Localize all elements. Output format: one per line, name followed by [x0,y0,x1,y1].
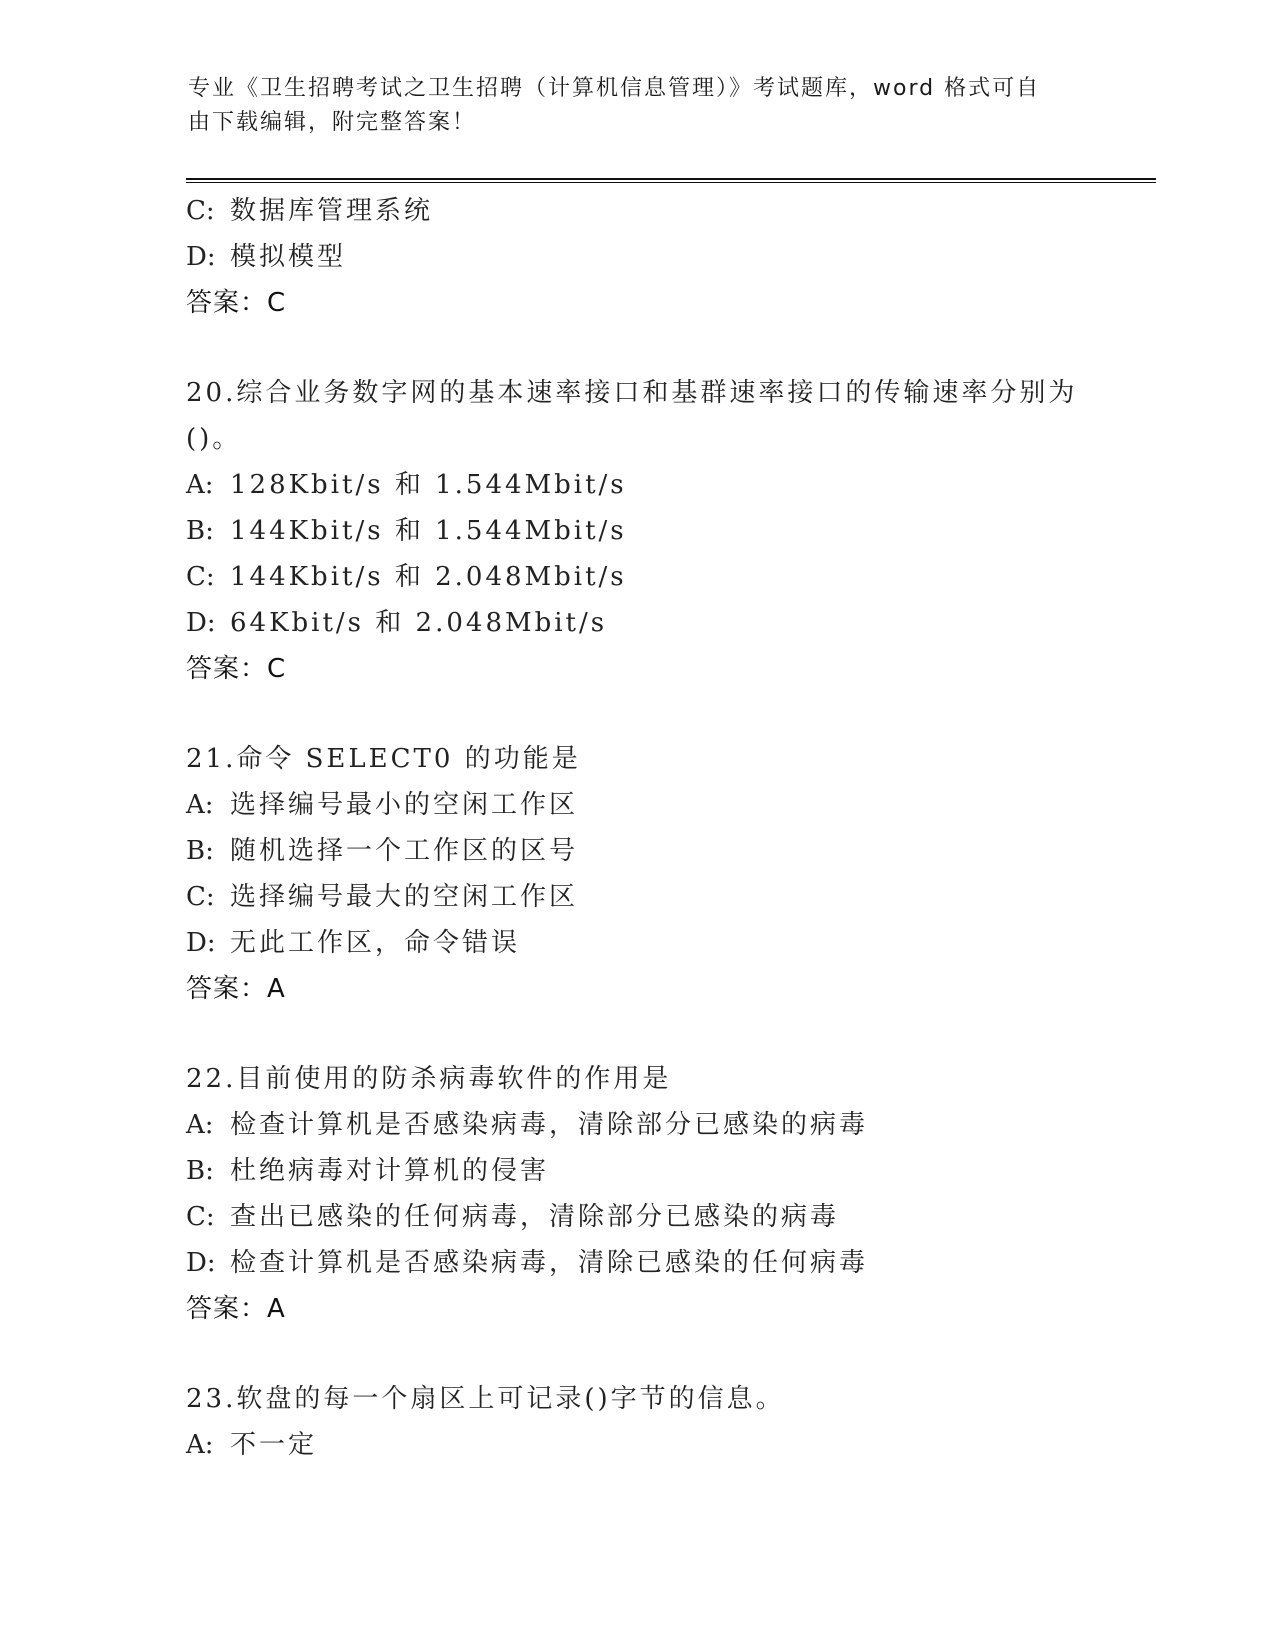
option-text: 模拟模型 [230,242,347,272]
option-label: D: [186,1248,216,1278]
option-label: A: [186,470,214,500]
option-text: 64Kbit/s 和 2.048Mbit/s [230,608,608,638]
question-19-tail [186,188,1166,326]
option-a [186,462,1166,508]
option-label: A: [186,1430,214,1460]
option-text: 数据库管理系统 [230,196,434,226]
question-list [186,188,1166,1468]
question-stem-continued: ()。 [186,424,242,454]
option-text: 144Kbit/s 和 2.048Mbit/s [230,562,627,592]
option-label: D: [186,928,216,958]
question-stem: 23.软盘的每一个扇区上可记录()字节的信息。 [186,1384,785,1414]
option-c [186,188,1166,234]
option-b [186,828,1166,874]
spacer [186,692,1166,736]
option-d [186,920,1166,966]
option-text: 128Kbit/s 和 1.544Mbit/s [230,470,627,500]
option-text: 不一定 [230,1430,318,1460]
option-label: D: [186,608,216,638]
option-c [186,554,1166,600]
option-text: 无此工作区，命令错误 [230,928,521,958]
option-b [186,508,1166,554]
option-text: 选择编号最大的空闲工作区 [230,882,579,912]
option-a [186,1422,1166,1468]
answer-line: 答案：C [186,288,287,318]
option-label: C: [186,196,215,226]
option-text: 随机选择一个工作区的区号 [230,836,579,866]
option-label: B: [186,1156,214,1186]
option-a [186,782,1166,828]
option-c [186,874,1166,920]
question-22 [186,1056,1166,1332]
header-line-1: 专业《卫生招聘考试之卫生招聘（计算机信息管理）》考试题库，word 格式可自 [188,76,1041,101]
page-header [188,72,1088,140]
option-text: 144Kbit/s 和 1.544Mbit/s [230,516,627,546]
option-text: 杜绝病毒对计算机的侵害 [230,1156,550,1186]
question-21 [186,736,1166,1012]
header-line-2: 由下载编辑，附完整答案！ [188,110,477,135]
option-text: 检查计算机是否感染病毒，清除部分已感染的病毒 [230,1110,869,1140]
option-label: C: [186,882,215,912]
option-text: 查出已感染的任何病毒，清除部分已感染的病毒 [230,1202,840,1232]
option-text: 检查计算机是否感染病毒，清除已感染的任何病毒 [230,1248,869,1278]
question-stem: 22.目前使用的防杀病毒软件的作用是 [186,1064,672,1094]
question-stem: 21.命令 SELECT0 的功能是 [186,744,581,774]
header-divider [186,178,1156,183]
spacer [186,326,1166,370]
option-label: B: [186,516,214,546]
question-23 [186,1376,1166,1468]
option-text: 选择编号最小的空闲工作区 [230,790,579,820]
spacer [186,1012,1166,1056]
option-label: A: [186,790,214,820]
option-a [186,1102,1166,1148]
option-label: D: [186,242,216,272]
option-d [186,1240,1166,1286]
option-b [186,1148,1166,1194]
option-c [186,1194,1166,1240]
spacer [186,1332,1166,1376]
answer-line: 答案：A [186,974,286,1004]
option-d [186,600,1166,646]
question-stem: 20.综合业务数字网的基本速率接口和基群速率接口的传输速率分别为 [186,378,1078,408]
option-label: C: [186,1202,215,1232]
option-label: C: [186,562,215,592]
option-label: A: [186,1110,214,1140]
answer-line: 答案：A [186,1294,286,1324]
answer-line: 答案：C [186,654,287,684]
option-label: B: [186,836,214,866]
option-d [186,234,1166,280]
question-20 [186,370,1166,692]
